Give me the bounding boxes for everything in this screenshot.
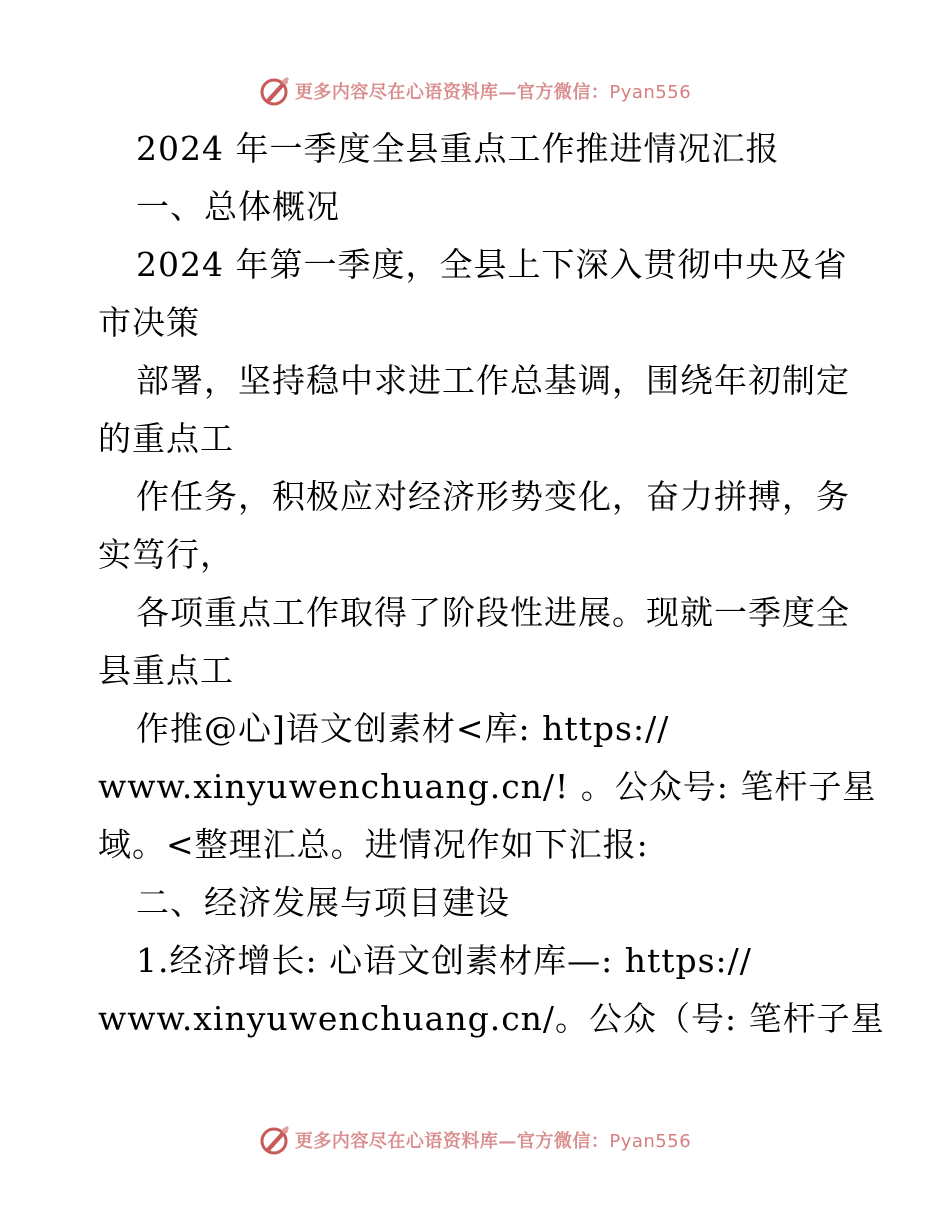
section-heading-2: 二、经济发展与项目建设 bbox=[136, 883, 510, 922]
banner-text: 更多内容尽在心语资料库—官方微信：Pyan556 bbox=[294, 82, 692, 103]
paragraph-line: 的重点工 bbox=[98, 419, 234, 458]
paragraph-line: www.xinyuwenchuang.cn/! 。公众号: 笔杆子星 bbox=[98, 767, 877, 806]
quill-logo-icon bbox=[259, 1124, 291, 1156]
paragraph-line: 市决策 bbox=[98, 303, 200, 342]
section-heading-1: 一、总体概况 bbox=[136, 187, 340, 226]
banner-text: 更多内容尽在心语资料库—官方微信：Pyan556 bbox=[294, 1131, 692, 1152]
document-body bbox=[98, 120, 885, 1048]
paragraph-line: 域。<整理汇总。进情况作如下汇报: bbox=[98, 825, 649, 864]
paragraph-line: 各项重点工作取得了阶段性进展。现就一季度全 bbox=[136, 593, 850, 632]
quill-logo-icon bbox=[259, 75, 291, 107]
paragraph-line: 作推@心]语文创素材<库: https:// bbox=[136, 709, 670, 748]
footer-banner bbox=[0, 1120, 950, 1160]
paragraph-line: 实笃行， bbox=[98, 535, 234, 574]
header-banner bbox=[0, 71, 950, 111]
document-title: 2024 年一季度全县重点工作推进情况汇报 bbox=[136, 129, 780, 168]
paragraph-line: 2024 年第一季度，全县上下深入贯彻中央及省 bbox=[136, 245, 848, 284]
paragraph-line: 作任务，积极应对经济形势变化，奋力拼搏，务 bbox=[136, 477, 850, 516]
paragraph-line: 1.经济增长: 心语文创素材库—: https:// bbox=[136, 941, 752, 980]
paragraph-line: www.xinyuwenchuang.cn/。公众（号: 笔杆子星 bbox=[98, 999, 885, 1038]
paragraph-line: 县重点工 bbox=[98, 651, 234, 690]
paragraph-line: 部署，坚持稳中求进工作总基调，围绕年初制定 bbox=[136, 361, 850, 400]
